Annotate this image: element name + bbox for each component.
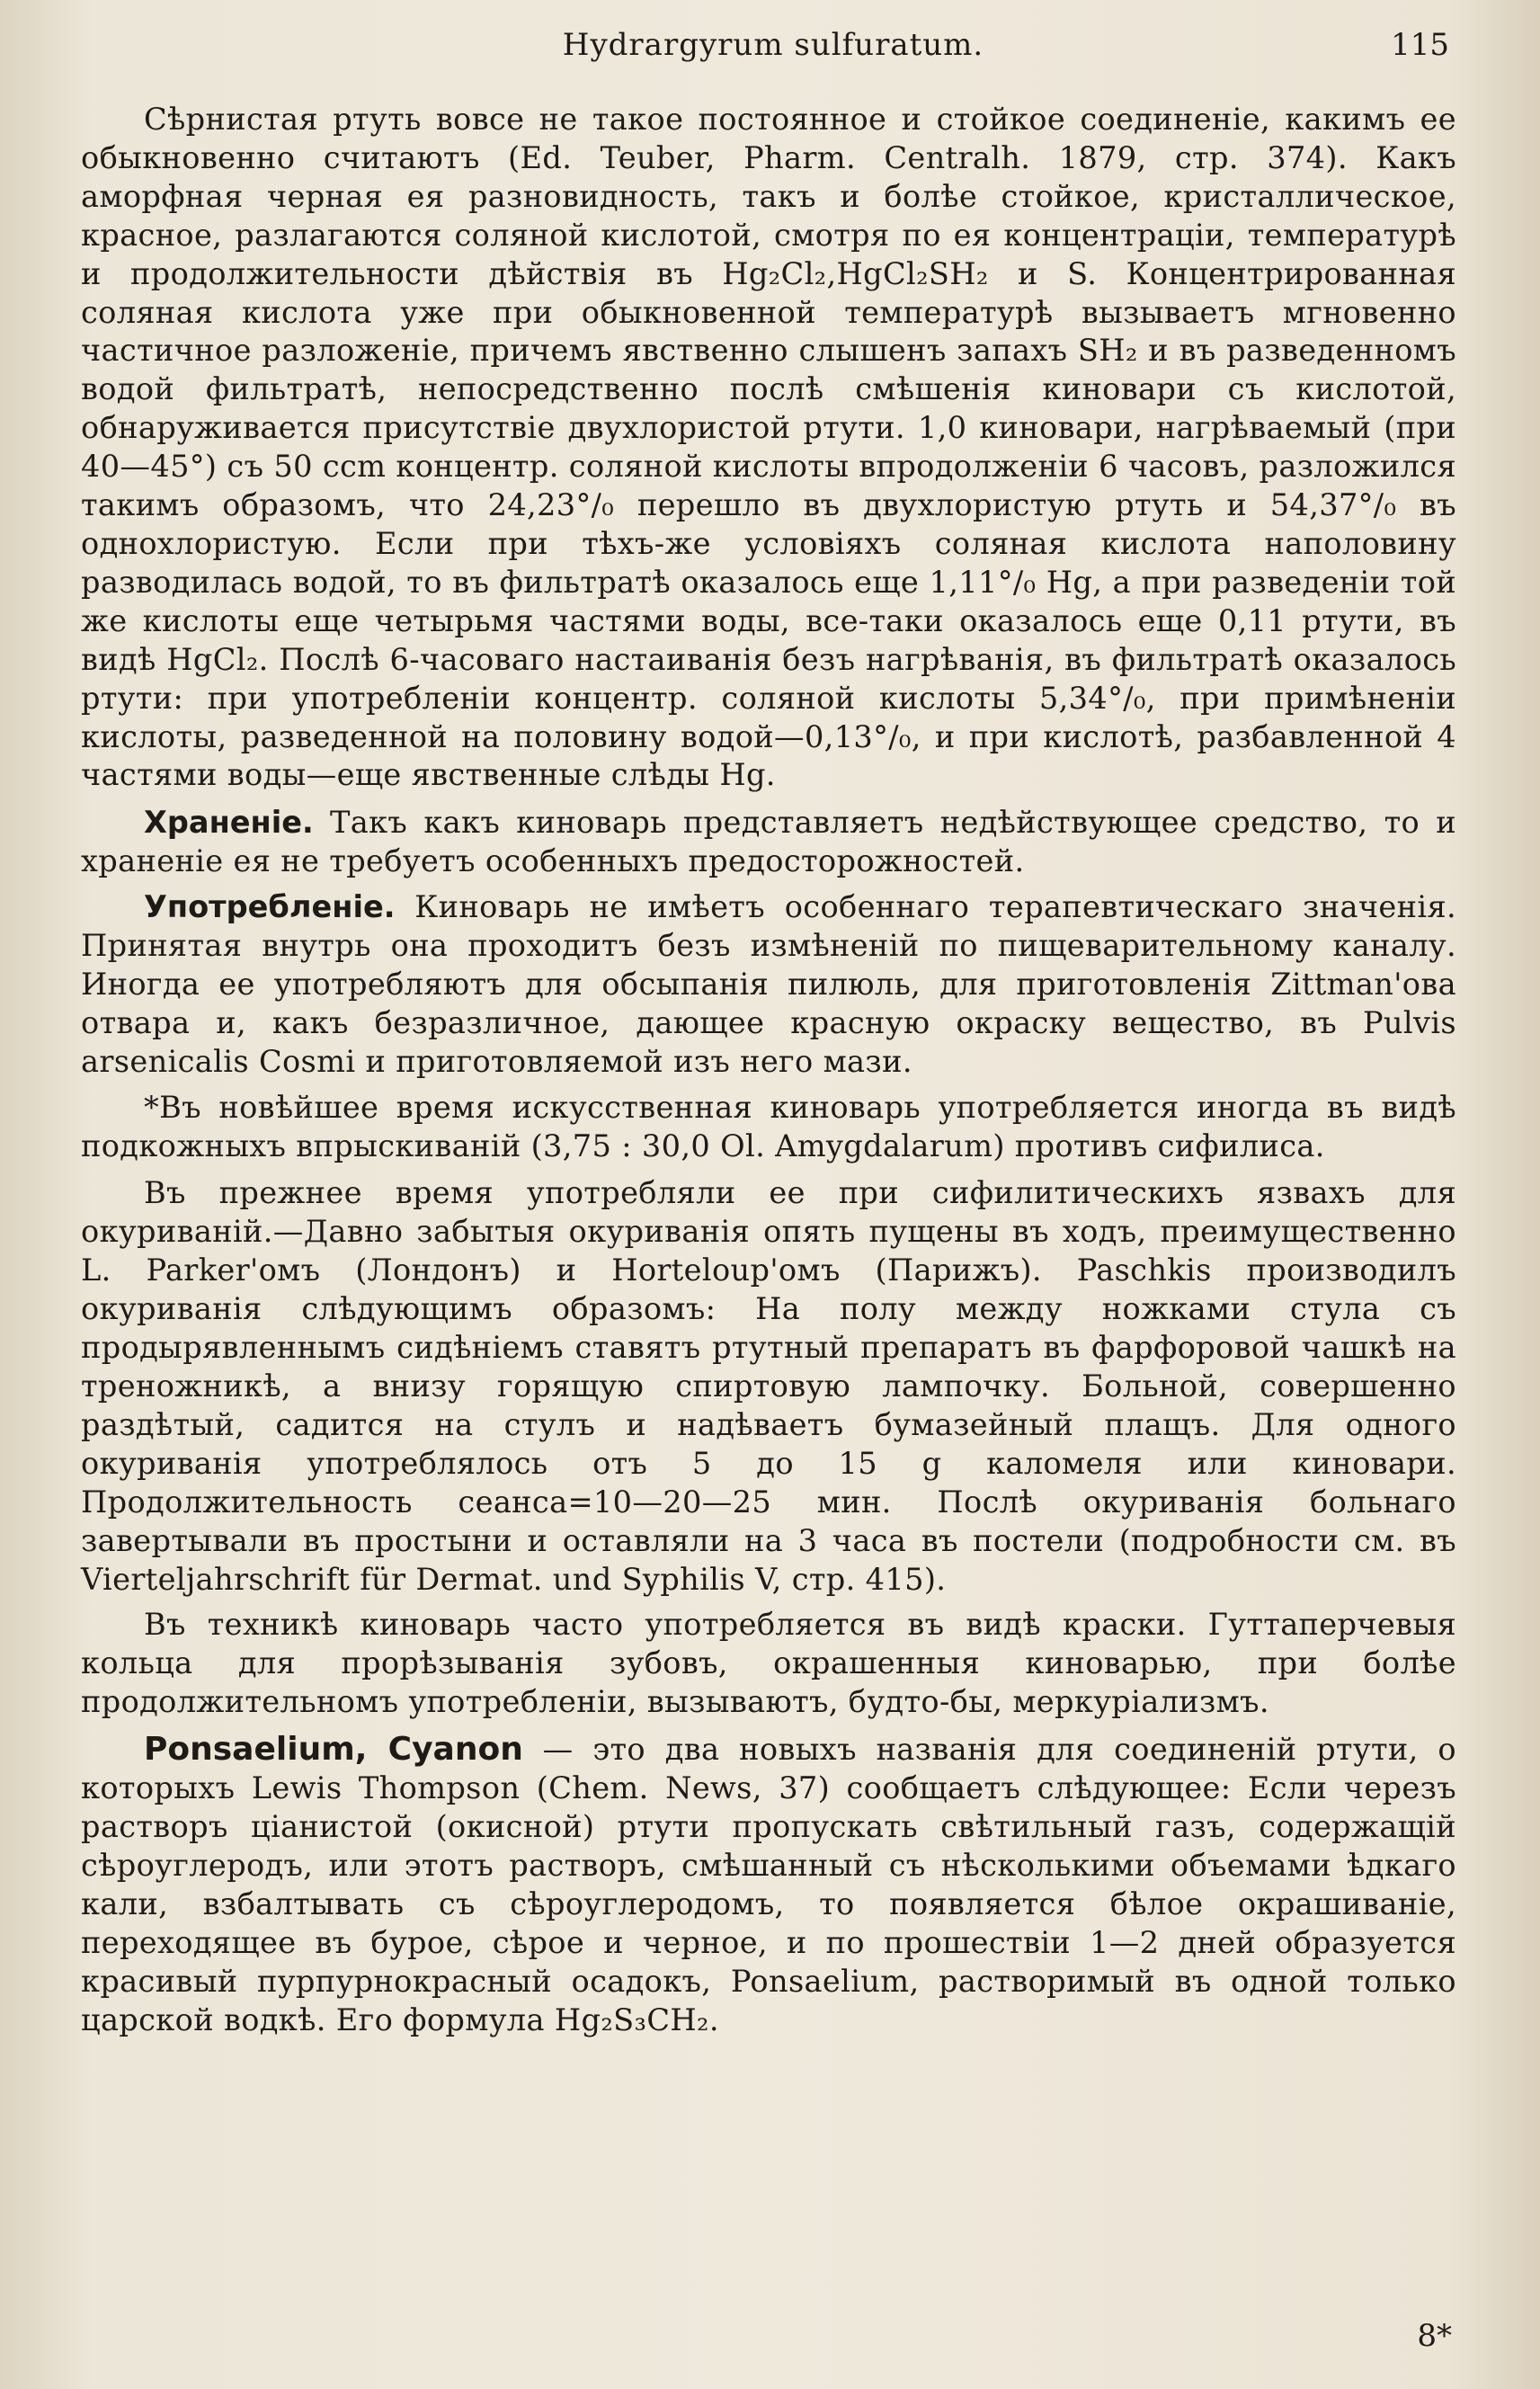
paragraph-injections — [81, 1089, 1456, 1166]
paragraph-text: Въ прежнее время употребляли ее при сифилитическихъ язвахъ для окуриваній.—Давно забытыя окуриванія опять пущены въ ходъ, преимущественно L. Parker'омъ (Лондонъ) и Horteloup'омъ (Парижъ). Paschkis производилъ окуриванія слѣдующимъ образомъ: На полу между ножками стула съ продырявленнымъ сидѣніемъ ставятъ ртутный препаратъ въ фарфоровой чашкѣ на треножникѣ, а внизу горящую спиртовую лампочку. Больной, совершенно раздѣтый, садится на стулъ и надѣваетъ бумазейный плащъ. Для одного окуриванія употреблялось отъ 5 до 15 g каломеля или киновари. Продолжительность сеанса=10—20—25 мин. Послѣ окуриванія больнаго завертывали въ простыни и оставляли на 3 часа въ постели (подробности см. въ Vierteljahrschrift für Dermat. und Syphilis V, стр. 415). — [81, 1175, 1456, 1597]
page-body — [81, 101, 1456, 2046]
paragraph-text: Такъ какъ киноварь представляетъ недѣйствующее средство, то и храненіе ея не требуетъ особенныхъ предосторожностей. — [81, 805, 1456, 879]
paragraph-text: Въ техникѣ киноварь часто употребляется въ видѣ краски. Гуттаперчевыя кольца для прорѣзыванія зубовъ, окрашенныя киноварью, при болѣе продолжительномъ употребленіи, вызываютъ, будто-бы, меркуріализмъ. — [81, 1607, 1456, 1720]
section-heading-storage: Храненіе. — [144, 805, 314, 841]
section-heading-usage: Употребленіе. — [144, 889, 396, 925]
paragraph-text: Киноварь не имѣетъ особеннаго терапевтическаго значенія. Принятая внутрь она проходитъ безъ измѣненій по пищеварительному каналу. Иногда ее употребляютъ для обсыпанія пилюль, для приготовленія Zittman'ова отвара и, какъ безразличное, дающее красную окраску вещество, въ Pulvis arsenicalis Cosmi и приготовляемой изъ него мази. — [81, 889, 1456, 1079]
paragraph-text: *Въ новѣйшее время искусственная киноварь употребляется иногда въ видѣ подкожныхъ впрыскиваній (3,75 : 30,0 Ol. Amygdalarum) противъ сифилиса. — [81, 1089, 1456, 1163]
paragraph-technical-use — [81, 1606, 1456, 1722]
paragraph-ponsaelium — [81, 1731, 1456, 2039]
paragraph-text: Сѣрнистая ртуть вовсе не такое постоянное и стойкое соединеніе, какимъ ее обыкновенно считаютъ (Ed. Teuber, Pharm. Centralh. 1879, стр. 374). Какъ аморфная черная ея разновидность, такъ и болѣе стойкое, кристаллическое, красное, разлагаются соляной кислотой, смотря по ея концентраціи, температурѣ и продолжительности дѣйствія въ Hg₂Cl₂,HgCl₂SH₂ и S. Концентрированная соляная кислота уже при обыкновенной температурѣ вызываетъ мгновенно частичное разложеніе, причемъ явственно слышенъ запахъ SH₂ и въ разведенномъ водой фильтратѣ, непосредственно послѣ смѣшенія киновари съ кислотой, обнаруживается присутствіе двухлористой ртути. 1,0 киновари, нагрѣваемый (при 40—45°) съ 50 ccm концентр. соляной кислоты впродолженіи 6 часовъ, разложился такимъ образомъ, что 24,23°/₀ перешло въ двухлористую ртуть и 54,37°/₀ въ однохлористую. Если при тѣхъ-же условіяхъ соляная кислота наполовину разводилась водой, то въ фильтратѣ оказалось еще 1,11°/₀ Hg, а при разведеніи той же кислоты еще четырьмя частями воды, все-таки оказалось еще 0,11 ртути, въ видѣ HgCl₂. Послѣ 6-часоваго настаиванія безъ нагрѣванія, въ фильтратѣ оказалось ртути: при употребленіи концентр. соляной кислоты 5,34°/₀, при примѣненіи кислоты, разведенной на половину водой—0,13°/₀, и при кислотѣ, разбавленной 4 частями воды—еще явственные слѣды Hg. — [81, 102, 1456, 793]
page-number: 115 — [1391, 27, 1449, 63]
running-title: Hydrargyrum sulfuratum. — [562, 27, 984, 63]
paragraph-fumigation — [81, 1174, 1456, 1599]
paragraph-usage — [81, 888, 1456, 1082]
section-heading-ponsaelium: Ponsaelium, Cyanon — [144, 1731, 523, 1769]
page-header — [90, 20, 1456, 74]
paragraph-text: — это два новыхъ названія для соединеній ртути, о которыхъ Lewis Thompson (Chem. News, 37) сообщаетъ слѣдующее: Если черезъ растворъ ціанистой (окисной) ртути пропускать свѣтильный газъ, содержащій сѣроуглеродъ, или этотъ растворъ, смѣшанный съ нѣсколькими объемами ѣдкаго кали, взбалтывать съ сѣроуглеродомъ, то появляется бѣлое окрашиваніе, переходящее въ бурое, сѣрое и черное, и по прошествіи 1—2 дней образуется красивый пурпурнокрасный осадокъ, Ponsaelium, растворимый въ одной только царской водкѣ. Его формула Hg₂S₃CH₂. — [81, 1732, 1456, 2037]
signature-mark: 8* — [1417, 2318, 1452, 2354]
paragraph-storage — [81, 804, 1456, 881]
paragraph-decomposition — [81, 101, 1456, 795]
